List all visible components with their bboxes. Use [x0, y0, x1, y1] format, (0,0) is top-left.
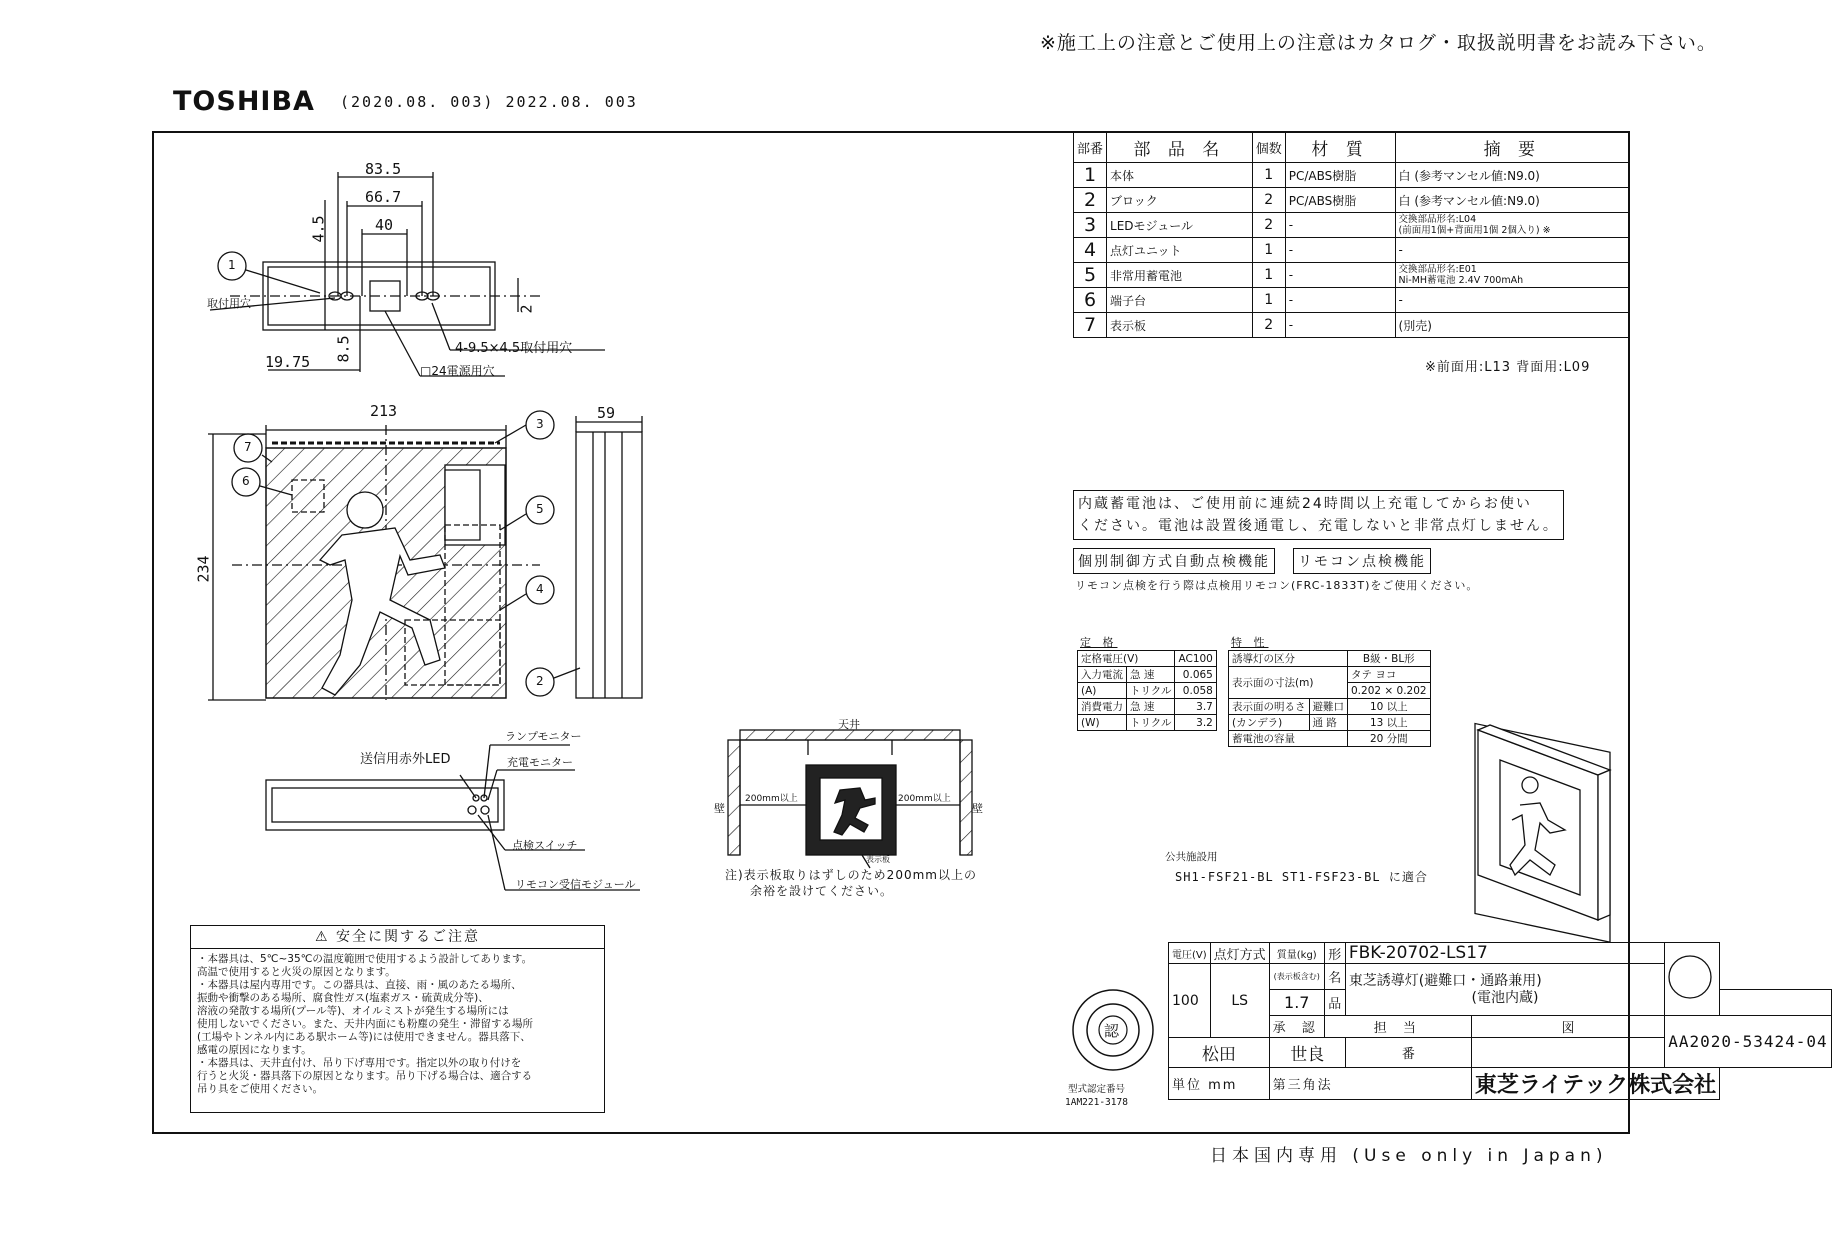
dim-8-5: 8.5	[334, 335, 353, 363]
dim-4-5: 4.5	[309, 215, 328, 243]
table-row	[1074, 188, 1630, 213]
safety-line: 使用しないでください。また、天井内面にも粉塵の発生・滞留する場所	[197, 1018, 533, 1030]
rating-value: 0.065	[1175, 667, 1216, 683]
char-value: 20 分間	[1348, 731, 1431, 747]
table-row	[1074, 213, 1630, 238]
safety-title-text: 安全に関するご注意	[336, 929, 480, 945]
part-name: 本体	[1107, 163, 1253, 188]
rating-title: 定 格	[1080, 636, 1118, 649]
characteristics-table	[1228, 650, 1431, 747]
table-row	[1229, 667, 1431, 683]
warning-icon: ⚠	[314, 929, 330, 945]
part-name: 点灯ユニット	[1107, 238, 1253, 263]
part-no: 5	[1074, 263, 1107, 288]
charge-label: 担 当	[1324, 1016, 1471, 1038]
approver-name: 松田	[1169, 1038, 1270, 1068]
blank-circle-cell	[1665, 943, 1720, 1016]
table-row	[1078, 651, 1217, 667]
unit-label: 単位 mm	[1169, 1068, 1270, 1100]
part-remarks: 白 (参考マンセル値:N9.0)	[1395, 188, 1629, 213]
header-material: 材 質	[1285, 132, 1395, 163]
char-value: B級・BL形	[1348, 651, 1431, 667]
seal-mark: 認	[1104, 1022, 1120, 1040]
remote-note: リモコン点検を行う際は点検用リモコン(FRC-1833T)をご使用ください。	[1075, 579, 1479, 592]
safety-line: 吊り具をご使用ください。	[197, 1083, 323, 1095]
label-clearance-left: 200mm以上	[745, 794, 798, 804]
brand-logo: TOSHIBA	[173, 86, 315, 117]
part-remarks: (別売)	[1395, 313, 1629, 338]
projection-label: 第三角法	[1269, 1068, 1471, 1100]
part-no: 7	[1074, 313, 1107, 338]
part-qty: 1	[1252, 238, 1285, 263]
certification-label	[1065, 1083, 1128, 1109]
battery-note-line-2: ください。電池は設置後通電し、充電しないと非常点灯しません。	[1078, 518, 1559, 534]
part-material: PC/ABS樹脂	[1285, 163, 1395, 188]
battery-note	[1073, 490, 1564, 540]
export-note: 日本国内専用 (Use only in Japan)	[1210, 1146, 1608, 1166]
callout-3: 3	[536, 417, 544, 431]
safety-body	[191, 949, 604, 1100]
install-note-1: 注)表示板取りはずしのため200mm以上の	[725, 868, 977, 882]
table-row	[1229, 651, 1431, 667]
label-clearance-right: 200mm以上	[898, 794, 951, 804]
dim-66-7: 66.7	[365, 188, 402, 206]
label-wall-right: 壁	[972, 802, 983, 815]
label-display-plate: 表示板	[866, 855, 890, 864]
rating-value: 0.058	[1175, 683, 1216, 699]
safety-line: (工場やトンネル内にある駅ホーム等)には使用できません。器具落下、	[197, 1031, 531, 1043]
dim-213: 213	[370, 402, 398, 420]
safety-line: 感電の原因になります。	[197, 1044, 312, 1056]
blank-circle	[1668, 955, 1712, 999]
revision-history: (2020.08. 003) 2022.08. 003	[340, 93, 638, 111]
safety-line: 行うと火災・器具落下の原因となります。吊り下げる場合は、適合する	[197, 1070, 533, 1082]
rating-label: (A)	[1078, 683, 1127, 699]
label-remote-module: リモコン受信モジュール	[515, 878, 636, 891]
part-qty: 2	[1252, 188, 1285, 213]
part-no: 4	[1074, 238, 1107, 263]
table-row	[1074, 238, 1630, 263]
label-power-hole: □24電源用穴	[420, 364, 495, 378]
char-label: 誘導灯の区分	[1229, 651, 1348, 667]
product-name	[1345, 964, 1664, 1016]
header-qty: 個数	[1252, 132, 1285, 163]
remarks-line-1: 交換部品形名:L04	[1398, 214, 1477, 225]
parts-note: ※前面用:L13 背面用:L09	[1425, 360, 1591, 375]
part-qty: 1	[1252, 288, 1285, 313]
model-char: 形	[1324, 943, 1345, 964]
safety-title	[191, 926, 604, 949]
part-name: 非常用蓄電池	[1107, 263, 1253, 288]
table-row	[1229, 699, 1431, 715]
rating-sub: 急 速	[1127, 667, 1175, 683]
safety-line: 高温で使用すると火災の原因となります。	[197, 966, 396, 978]
label-ir-led: 送信用赤外LED	[360, 752, 451, 767]
characteristics-title: 特 性	[1231, 636, 1269, 649]
rating-label: 消費電力	[1078, 699, 1127, 715]
mass-note: (表示板含む)	[1269, 964, 1324, 990]
label-mounting-hole: 取付用穴	[207, 297, 251, 310]
part-material: -	[1285, 213, 1395, 238]
dim-19-75: 19.75	[265, 353, 311, 371]
public-facility-label: 公共施設用	[1165, 851, 1218, 863]
drawing-char: 図	[1471, 1016, 1664, 1038]
parts-table	[1073, 131, 1630, 338]
callout-1: 1	[228, 258, 236, 272]
cert-label-2: 1AM221-3178	[1065, 1097, 1128, 1108]
header-part-name: 部 品 名	[1107, 132, 1253, 163]
rating-value: 3.7	[1175, 699, 1216, 715]
part-material: -	[1285, 263, 1395, 288]
label-ceiling: 天井	[838, 718, 860, 731]
part-name: 端子台	[1107, 288, 1253, 313]
part-no: 1	[1074, 163, 1107, 188]
part-material: -	[1285, 238, 1395, 263]
rating-sub: 急 速	[1127, 699, 1175, 715]
label-wall-left: 壁	[714, 802, 725, 815]
mass-label: 質量(kg)	[1269, 943, 1324, 964]
char-label: 蓄電池の容量	[1229, 731, 1348, 747]
table-row	[1078, 683, 1217, 699]
part-material: -	[1285, 288, 1395, 313]
part-remarks	[1395, 213, 1629, 238]
model-number: FBK-20702-LS17	[1345, 943, 1664, 964]
function-auto-check: 個別制御方式自動点検機能	[1073, 548, 1275, 574]
part-material: PC/ABS樹脂	[1285, 188, 1395, 213]
cert-label-1: 型式認定番号	[1067, 1084, 1125, 1095]
voltage-value: 100	[1169, 964, 1211, 1038]
dim-2: 2	[517, 304, 536, 314]
callout-7: 7	[244, 440, 252, 454]
part-qty: 1	[1252, 263, 1285, 288]
part-remarks: 白 (参考マンセル値:N9.0)	[1395, 163, 1629, 188]
part-name: ブロック	[1107, 188, 1253, 213]
dim-83-5: 83.5	[365, 160, 402, 178]
rating-sub: トリクル	[1127, 715, 1175, 731]
perspective-view	[1470, 715, 1630, 925]
hin-char: 品	[1324, 990, 1345, 1016]
function-remote-check: リモコン点検機能	[1293, 548, 1431, 574]
char-label: (カンデラ)	[1229, 715, 1310, 731]
part-remarks: -	[1395, 288, 1629, 313]
remarks-line-2: Ni-MH蓄電池 2.4V 700mAh	[1398, 275, 1524, 286]
table-row	[1074, 163, 1630, 188]
safety-line: ・本器具は屋内専用です。この器具は、直接、雨・風のあたる場所、	[197, 979, 522, 991]
remarks-line-1: 交換部品形名:E01	[1398, 264, 1477, 275]
label-hole-spec: 4-9.5×4.5取付用穴	[455, 341, 573, 356]
part-qty: 2	[1252, 313, 1285, 338]
rating-table	[1077, 650, 1217, 731]
mass-value: 1.7	[1269, 990, 1324, 1016]
number-char: 番	[1345, 1038, 1471, 1068]
char-sub: 避難口	[1309, 699, 1348, 715]
table-row	[1074, 288, 1630, 313]
side-view	[576, 432, 642, 698]
table-row	[1078, 715, 1217, 731]
char-value: 0.202 × 0.202	[1348, 683, 1431, 699]
dim-59: 59	[597, 404, 616, 422]
callout-4: 4	[536, 582, 544, 596]
char-value: 10 以上	[1348, 699, 1431, 715]
product-name-line-2: (電池内蔵)	[1471, 989, 1539, 1006]
part-no: 6	[1074, 288, 1107, 313]
safety-line: ・本器具は、天井直付け、吊り下げ専用です。指定以外の取り付けを	[197, 1057, 522, 1069]
remarks-line-2: (前面用1個+背面用1個 2個入り) ※	[1398, 225, 1551, 236]
part-no: 2	[1074, 188, 1107, 213]
approve-label: 承 認	[1269, 1016, 1324, 1038]
callout-2: 2	[536, 674, 544, 688]
voltage-label: 電圧(V)	[1169, 943, 1211, 964]
rating-label: (W)	[1078, 715, 1127, 731]
header-part-no: 部番	[1074, 132, 1107, 163]
label-check-switch: 点検スイッチ	[512, 839, 578, 852]
part-remarks	[1395, 263, 1629, 288]
install-note-2: 余裕を設けてください。	[750, 884, 894, 898]
callout-5: 5	[536, 502, 544, 516]
label-lamp-monitor: ランプモニター	[505, 730, 582, 743]
catalog-notice: ※施工上の注意とご使用上の注意はカタログ・取扱説明書をお読み下さい。	[1040, 32, 1717, 54]
table-row	[1169, 964, 1832, 990]
product-name-line-1: 東芝誘導灯(避難口・通路兼用)	[1348, 972, 1542, 989]
char-label: 表示面の寸法(m)	[1229, 667, 1348, 699]
drawing-number: AA2020-53424-04	[1665, 1016, 1832, 1068]
char-value: 13 以上	[1348, 715, 1431, 731]
safety-line: 振動や衝撃のある場所、腐食性ガス(塩素ガス・硫黄成分等)、	[197, 992, 489, 1004]
table-row	[1074, 313, 1630, 338]
person-in-charge: 世良	[1269, 1038, 1345, 1068]
label-charge-monitor: 充電モニター	[507, 756, 573, 769]
table-row	[1229, 715, 1431, 731]
rating-label: 入力電流	[1078, 667, 1127, 683]
table-row	[1169, 943, 1832, 964]
lighting-label: 点灯方式	[1210, 943, 1269, 964]
lighting-value: LS	[1210, 964, 1269, 1038]
table-row	[1229, 731, 1431, 747]
rating-value: AC100	[1175, 651, 1216, 667]
safety-notice	[190, 925, 605, 1113]
battery-note-line-1: 内蔵蓄電池は、ご使用前に連続24時間以上充電してからお使い	[1078, 496, 1532, 512]
public-facility-models: SH1-FSF21-BL ST1-FSF23-BL に適合	[1175, 870, 1428, 884]
char-value: タテ ヨコ	[1348, 667, 1431, 683]
char-sub: 通 路	[1309, 715, 1348, 731]
title-block	[1168, 942, 1832, 1100]
table-row	[1078, 667, 1217, 683]
part-name: 表示板	[1107, 313, 1253, 338]
dim-234: 234	[194, 555, 213, 583]
rating-value: 3.2	[1175, 715, 1216, 731]
name-char: 名	[1324, 964, 1345, 990]
callout-6: 6	[242, 474, 250, 488]
part-no: 3	[1074, 213, 1107, 238]
table-row	[1074, 263, 1630, 288]
safety-line: ・本器具は、5℃~35℃の温度範囲で使用するよう設計してあります。	[197, 953, 533, 965]
part-remarks: -	[1395, 238, 1629, 263]
company-name: 東芝ライテック株式会社	[1471, 1068, 1719, 1100]
empty-cell	[1720, 990, 1832, 1016]
table-row	[1169, 1068, 1832, 1100]
part-name: LEDモジュール	[1107, 213, 1253, 238]
header-remarks: 摘 要	[1395, 132, 1629, 163]
table-row	[1078, 699, 1217, 715]
rating-sub: トリクル	[1127, 683, 1175, 699]
char-label: 表示面の明るさ	[1229, 699, 1310, 715]
dim-40: 40	[375, 216, 394, 234]
part-material: -	[1285, 313, 1395, 338]
part-qty: 2	[1252, 213, 1285, 238]
part-qty: 1	[1252, 163, 1285, 188]
rating-label: 定格電圧(V)	[1078, 651, 1175, 667]
safety-line: 溶液の発散する場所(プール等)、オイルミストが発生する場所には	[197, 1005, 509, 1017]
